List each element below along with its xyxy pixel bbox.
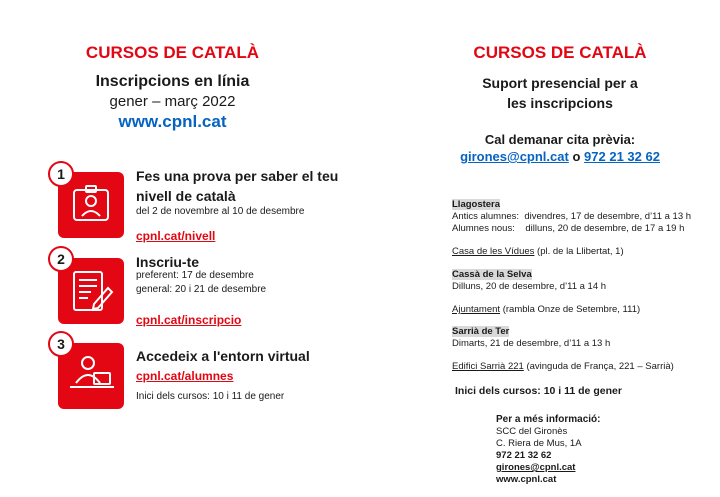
- info-email-link[interactable]: girones@cpnl.cat: [496, 462, 576, 473]
- contact-or: o: [572, 149, 581, 164]
- venue-address: (avinguda de França, 221 – Sarrià): [523, 361, 674, 372]
- step-3-detail: Inici dels cursos: 10 i 11 de gener: [136, 391, 285, 402]
- step-1-detail: del 2 de novembre al 10 de desembre: [136, 206, 305, 217]
- step-3-link[interactable]: cpnl.cat/alumnes: [136, 369, 234, 383]
- step-2-link[interactable]: cpnl.cat/inscripcio: [136, 313, 242, 327]
- right-heading: CURSOS DE CATALÀ: [473, 43, 647, 62]
- step-1-link[interactable]: cpnl.cat/nivell: [136, 229, 216, 243]
- step-3-badge: 3: [48, 331, 74, 357]
- info-street: C. Riera de Mus, 1A: [496, 438, 582, 449]
- llagostera-line2: Alumnes nous: dilluns, 20 de desembre, de 17 a 19 h: [452, 223, 685, 234]
- location-name: Cassà de la Selva: [452, 269, 532, 280]
- venue-address: (rambla Onze de Setembre, 111): [500, 304, 641, 315]
- left-dates: gener – març 2022: [109, 93, 236, 110]
- step-3-title: Accedeix a l'entorn virtual: [136, 348, 310, 364]
- step-2-badge: 2: [48, 246, 74, 272]
- cassa-venue: [452, 304, 640, 316]
- left-subtitle: Inscripcions en línia: [95, 73, 250, 90]
- sarria-line1: Dimarts, 21 de desembre, d’11 a 13 h: [452, 338, 611, 349]
- step-1-title-line1: Fes una prova per saber el teu: [136, 168, 339, 184]
- contact-phone-link[interactable]: 972 21 32 62: [584, 149, 660, 164]
- venue-name: Edifici Sarrià 221: [452, 361, 524, 372]
- info-phone: 972 21 32 62: [496, 450, 552, 461]
- appointment-label: Cal demanar cita prèvia:: [484, 132, 636, 147]
- llagostera-line1: Antics alumnes: divendres, 17 de desembre, d’11 a 13 h: [452, 211, 692, 222]
- venue-address: (pl. de la Llibertat, 1): [534, 246, 624, 257]
- location-cassa: [452, 269, 532, 281]
- step-2-detail-line1: preferent: 17 de desembre: [136, 270, 254, 281]
- contact-line: [415, 149, 705, 164]
- location-name: Llagostera: [452, 199, 501, 210]
- step-1-badge: 1: [48, 161, 74, 187]
- left-website[interactable]: www.cpnl.cat: [118, 112, 227, 131]
- right-subtitle-line1: Suport presencial per a: [482, 75, 638, 91]
- location-llagostera: [452, 199, 500, 211]
- left-heading: CURSOS DE CATALÀ: [85, 43, 260, 62]
- info-title: Per a més informació:: [496, 414, 601, 425]
- venue-name: Ajuntament: [452, 304, 501, 315]
- contact-email-link[interactable]: girones@cpnl.cat: [460, 149, 569, 164]
- location-name: Sarrià de Ter: [452, 326, 510, 337]
- step-2-detail-line2: general: 20 i 21 de desembre: [136, 284, 267, 295]
- info-web-link[interactable]: www.cpnl.cat: [496, 474, 557, 485]
- info-org: SCC del Gironès: [496, 426, 568, 437]
- step-1-title-line2: nivell de català: [136, 188, 236, 204]
- course-start: Inici dels cursos: 10 i 11 de gener: [455, 385, 622, 397]
- location-sarria: [452, 326, 509, 338]
- venue-name: Casa de les Vídues: [452, 246, 535, 257]
- llagostera-venue: [452, 246, 624, 258]
- cassa-line1: Dilluns, 20 de desembre, d’11 a 14 h: [452, 281, 607, 292]
- right-subtitle-line2: les inscripcions: [507, 95, 613, 111]
- sarria-venue: [452, 361, 674, 373]
- step-2-title: Inscriu-te: [136, 254, 200, 270]
